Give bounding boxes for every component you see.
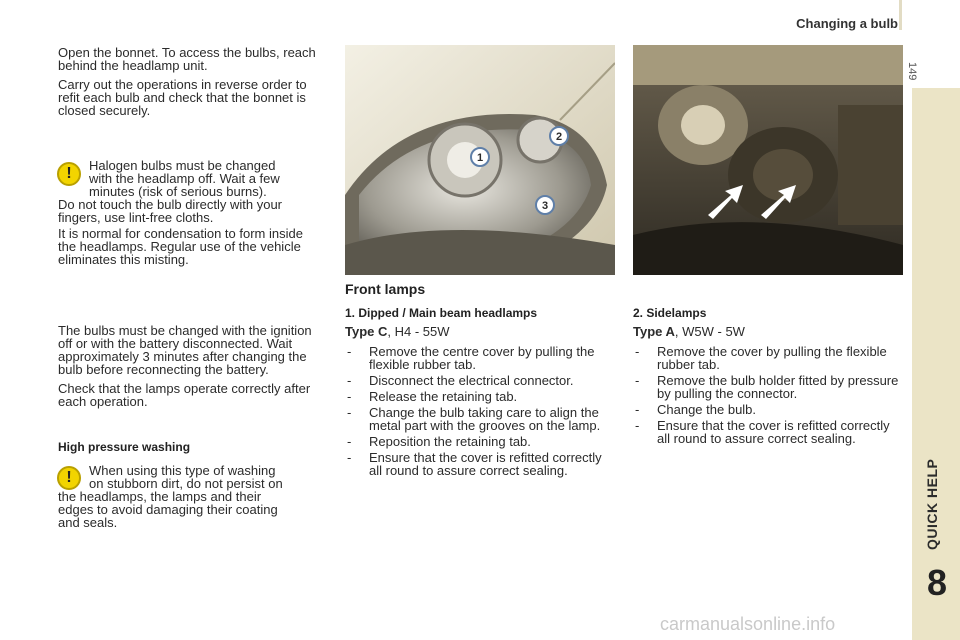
callout-1 [471,148,489,166]
svg-text:3: 3 [541,200,549,212]
sidelamps-type-label: Type A [633,324,675,339]
washing-warning-line-4: edges to avoid damaging their coating [58,502,278,517]
warning-halogen-line-5: fingers, use lint-free cloths. [58,210,214,225]
warning-icon: ! [57,466,81,490]
page-header-title: Changing a bulb [796,16,898,31]
dipped-beam-type-value: , H4 - 55W [387,324,450,339]
warning-halogen-line-3: minutes (risk of serious burns). [89,184,267,199]
dipped-beam-type [345,325,617,338]
list-item: - Change the bulb. [633,403,905,416]
warning-halogen-line-4: Do not touch the bulb directly with your [58,197,283,212]
washing-warning-line-2: on stubborn dirt, do not persist on [89,476,283,491]
list-item: - Release the retaining tab. [345,390,617,403]
chapter-side-tab [912,88,960,640]
headlamp-illustration [345,45,615,275]
svg-text:2: 2 [555,131,563,143]
engine-bay-photo [633,45,903,275]
sidelamps-section [633,306,905,448]
dipped-beam-section [345,306,617,480]
sidelamps-type [633,325,905,338]
washing-warning-line-3: the headlamps, the lamps and their [58,489,262,504]
list-item: - Remove the cover by pulling the flexible rubber tab. [633,345,905,371]
warning-icon: ! [57,162,81,186]
sidelamps-heading: 2. Sidelamps [633,306,707,320]
battery-paragraph: The bulbs must be changed with the ignition off or with the battery disconnected. Wait approximately 3 minutes after changing the bulb before reconnecting the battery. [58,323,312,377]
battery-section [58,324,328,408]
list-item: - Remove the centre cover by pulling the flexible rubber tab. [345,345,617,371]
sidelamps-type-value: , W5W - 5W [674,324,745,339]
intro-section [58,46,330,117]
condensation-note: It is normal for condensation to form inside the headlamps. Regular use of the vehicle eliminates this misting. [58,226,303,267]
callout-2 [550,127,568,145]
front-lamps-heading: Front lamps [345,281,426,297]
engine-bay-illustration [633,45,903,275]
high-pressure-heading: High pressure washing [58,440,191,454]
warning-halogen-line-2: with the headlamp off. Wait a few [89,171,280,186]
intro-paragraph-2: Carry out the operations in reverse order to refit each bulb and check that the bonnet is closed securely. [58,77,307,118]
header-divider [899,0,902,30]
intro-paragraph-1: Open the bonnet. To access the bulbs, reach behind the headlamp unit. [58,45,316,73]
callout-3 [536,196,554,214]
page-number: 149 [906,62,918,81]
watermark: carmanualsonline.info [660,614,836,634]
warning-halogen-line-1: Halogen bulbs must be changed [89,158,276,173]
list-item: - Disconnect the electrical connector. [345,374,617,387]
chapter-number: 8 [926,562,948,603]
check-paragraph: Check that the lamps operate correctly after each operation. [58,381,311,409]
list-item: - Ensure that the cover is refitted correctly all round to assure correct sealing. [633,419,905,445]
list-item: - Change the bulb taking care to align the metal part with the grooves on the lamp. [345,406,617,432]
svg-text:1: 1 [476,152,484,164]
dipped-beam-type-label: Type C [345,324,388,339]
list-item: - Remove the bulb holder fitted by pressure by pulling the connector. [633,374,905,400]
washing-warning-line-5: and seals. [58,515,118,530]
list-item: - Reposition the retaining tab. [345,435,617,448]
dipped-beam-heading: 1. Dipped / Main beam headlamps [345,306,538,320]
list-item: - Ensure that the cover is refitted correctly all round to assure correct sealing. [345,451,617,477]
headlamp-photo [345,45,615,275]
sidelamps-steps [633,345,905,445]
washing-warning-line-1: When using this type of washing [89,463,276,478]
chapter-label: QUICK HELP [924,458,940,550]
dipped-beam-steps [345,345,617,477]
